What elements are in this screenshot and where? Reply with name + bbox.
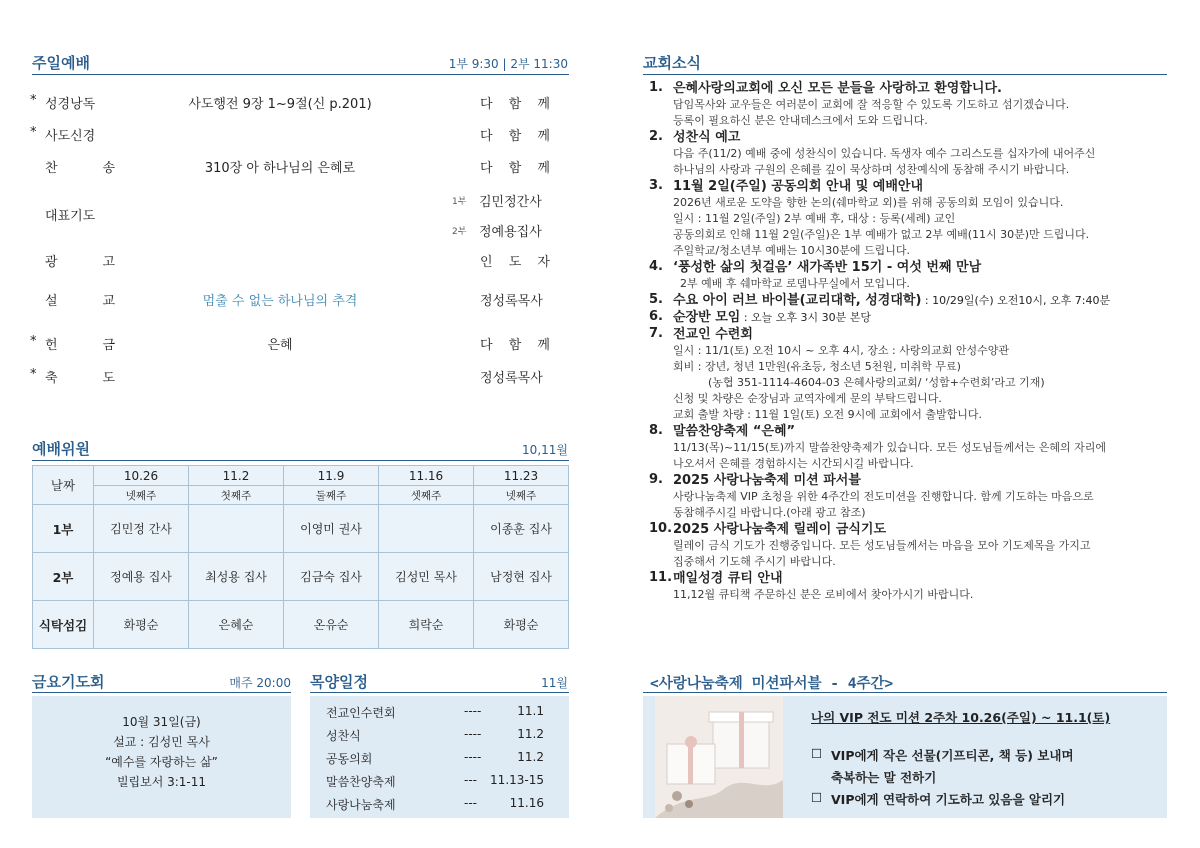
news-rule	[643, 74, 1167, 75]
news-item-title-line	[673, 423, 1163, 440]
pastoral-item	[326, 796, 556, 814]
committee-cell: 은혜순	[189, 601, 284, 649]
news-item-title: 전교인 수련회	[673, 327, 753, 342]
pastoral-item-name: 공동의회	[326, 752, 373, 766]
friday-preacher: 설교 : 김성민 목사	[113, 735, 210, 749]
news-item	[643, 472, 1163, 521]
news-item-line: 다음 주(11/2) 예배 중에 성찬식이 있습니다. 독생자 예수 그리스도를 십자가에 내어주신	[673, 147, 1096, 160]
prayer-name-2: 정예용집사	[479, 225, 542, 240]
news-item-line: 2026년 새로운 도약을 향한 논의(쉐마학교 외)를 위해 공동의회 모임이 있습니다.	[673, 196, 1064, 209]
news-item-line: 일시 : 11월 2일(주일) 2부 예배 후, 대상 : 등록(세례) 교인	[673, 212, 956, 225]
news-item-line: 동참해주시길 바랍니다.(아래 광고 참조)	[673, 506, 866, 519]
committee-cell: 이영미 권사	[284, 505, 379, 553]
news-item-title: 11월 2일(주일) 공동의회 안내 및 예배안내	[673, 179, 924, 194]
order-label: 광 고	[45, 255, 115, 270]
mission-check-text: 축복하는 말 전하기	[831, 770, 937, 785]
news-item-number: 6.	[649, 309, 663, 324]
committee-date-label: 날짜	[33, 466, 94, 505]
committee-cell: 온유순	[284, 601, 379, 649]
mission-check-item	[811, 746, 1151, 768]
committee-cell: 김금숙 집사	[284, 553, 379, 601]
news-item-line: 하나님의 사랑과 구원의 은혜를 깊이 묵상하며 성찬예식에 동참해 주시기 바랍니다.	[673, 163, 1070, 176]
worship-order-row	[30, 367, 570, 387]
order-content: 310장 아 하나님의 은혜로	[204, 161, 356, 176]
pastoral-item-dash: ---	[464, 796, 477, 810]
news-item-title: 수요 아이 러브 바이블(교리대학, 성경대학)	[673, 293, 922, 308]
worship-order-row	[30, 334, 570, 354]
pastoral-item-dash: ----	[464, 750, 482, 764]
order-label: 성경낭독	[45, 97, 96, 112]
news-item-line: 나오셔서 은혜를 경험하시는 시간되시길 바랍니다.	[673, 457, 914, 470]
worship-order-row	[30, 157, 570, 177]
order-label: 헌 금	[45, 338, 115, 353]
news-item-number: 9.	[649, 472, 663, 487]
pastoral-item-date: 11.13-15	[490, 773, 544, 787]
committee-week-row	[33, 486, 569, 505]
friday-details	[32, 712, 291, 792]
order-content: 멈출 수 없는 하나님의 추격	[202, 294, 358, 309]
worship-order-row	[30, 251, 570, 271]
news-item-line: 릴레이 금식 기도가 진행중입니다. 모든 성도님들께서는 마음을 모아 기도제목을 가지고	[673, 539, 1091, 552]
news-item-line: 신청 및 차량은 순장님과 교역자에게 문의 부탁드립니다.	[673, 392, 942, 405]
friday-title: 금요기도회	[32, 673, 105, 691]
mission-title: <사랑나눔축제 미션파서블 - 4주간>	[650, 676, 894, 692]
order-label: 설 교	[45, 294, 115, 309]
pastoral-title: 목양일정	[310, 673, 368, 691]
prayer-name-1: 김민정간사	[479, 195, 542, 210]
mission-check-item	[811, 790, 1151, 812]
pastoral-item	[326, 773, 556, 791]
news-title: 교회소식	[643, 54, 701, 72]
pastoral-item-date: 11.2	[517, 727, 544, 741]
friday-scripture: 빌립보서 3:1-11	[116, 775, 207, 789]
committee-cell: 화평순	[474, 601, 569, 649]
news-item-line: 11/13(목)~11/15(토)까지 말씀찬양축제가 있습니다. 모든 성도님들께서는 은혜의 자리에	[673, 441, 1107, 454]
news-item-title: 2025 사랑나눔축제 릴레이 금식기도	[673, 522, 887, 537]
pastoral-box	[310, 696, 569, 818]
checkbox-icon: ☐	[811, 790, 823, 805]
committee-row-label: 2부	[33, 553, 94, 601]
prayer-service-1: 1부	[452, 197, 467, 207]
pastoral-item	[326, 750, 556, 768]
gift-box-illustration	[655, 696, 783, 818]
committee-cell: 김성민 목사	[379, 553, 474, 601]
mission-check-text: VIP에게 연락하여 기도하고 있음을 알리기	[831, 792, 1066, 807]
news-item-number: 7.	[649, 326, 663, 341]
news-item-title-line	[673, 129, 1163, 146]
pastoral-item-name: 성찬식	[326, 729, 361, 743]
news-list	[643, 80, 1163, 603]
committee-row-2bu	[33, 553, 569, 601]
news-item	[643, 129, 1163, 178]
news-item-line: 집중해서 기도해 주시기 바랍니다.	[673, 555, 836, 568]
news-item-title-line	[673, 292, 1163, 309]
order-person: 정성록목사	[480, 294, 543, 309]
worship-time: 1부 9:30 | 2부 11:30	[448, 57, 568, 71]
order-content: 사도행전 9장 1~9절(신 p.201)	[188, 97, 372, 112]
committee-cell: 김민정 간사	[94, 505, 189, 553]
committee-row-table-service	[33, 601, 569, 649]
friday-time: 매주 20:00	[229, 676, 291, 690]
committee-row-label: 식탁섬김	[33, 601, 94, 649]
committee-cell: 남정현 집사	[474, 553, 569, 601]
news-item-number: 11.	[649, 570, 673, 585]
news-item	[643, 521, 1163, 570]
committee-title: 예배위원	[32, 440, 90, 458]
news-item-number: 2.	[649, 129, 663, 144]
committee-date: 11.16	[379, 466, 474, 486]
committee-week: 넷째주	[94, 486, 189, 505]
gift-photo	[655, 696, 783, 818]
mission-heading: 나의 VIP 전도 미션 2주차 10.26(주일) ~ 11.1(토)	[811, 710, 1111, 725]
news-item-line: 11,12월 큐티책 주문하신 분은 로비에서 찾아가시기 바랍니다.	[673, 588, 974, 601]
committee-date-row	[33, 466, 569, 486]
news-item-detail: : 10/29일(수) 오전10시, 오후 7:40분	[921, 294, 1111, 307]
order-person: 다 함 께	[480, 161, 550, 176]
pastoral-item-dash: ----	[464, 704, 482, 718]
worship-order-row	[30, 93, 570, 113]
committee-week: 셋째주	[379, 486, 474, 505]
news-item-number: 3.	[649, 178, 663, 193]
pastoral-item	[326, 727, 556, 745]
news-item-title-line	[673, 259, 1163, 276]
news-item-line: 등록이 필요하신 분은 안내데스크에서 도와 드립니다.	[673, 114, 928, 127]
order-label: 대표기도	[45, 209, 96, 224]
news-item	[643, 178, 1163, 259]
order-label: 축 도	[45, 371, 115, 386]
worship-order-row	[30, 125, 570, 145]
news-item-line: 교회 출발 차량 : 11월 1일(토) 오전 9시에 교회에서 출발합니다.	[673, 408, 983, 421]
news-item	[643, 423, 1163, 472]
news-item-title-line	[673, 570, 1163, 587]
friday-box	[32, 696, 291, 818]
pastoral-item-dash: ----	[464, 727, 482, 741]
friday-date: 10월 31일(금)	[122, 715, 201, 729]
prayer-assignments	[440, 191, 552, 241]
news-item-title: 2025 사랑나눔축제 미션 파서블	[673, 473, 861, 488]
news-item-title-line	[673, 326, 1163, 343]
order-person: 다 함 께	[480, 97, 550, 112]
committee-period: 10,11월	[522, 443, 568, 457]
news-item-title: 순장반 모임	[673, 310, 741, 325]
mission-box	[643, 696, 1167, 818]
pastoral-rule	[310, 692, 569, 693]
news-item-line: 주일학교/청소년부 예배는 10시30분에 드립니다.	[673, 244, 910, 257]
news-item-title-line	[673, 178, 1163, 195]
mission-rule	[643, 692, 1167, 693]
news-item-title-line	[673, 472, 1163, 489]
order-person: 다 함 께	[480, 338, 550, 353]
worship-title: 주일예배	[32, 54, 90, 72]
news-item-title: 매일성경 큐티 안내	[673, 571, 783, 586]
news-item-title: 성찬식 예고	[673, 130, 741, 145]
committee-cell: 정예용 집사	[94, 553, 189, 601]
news-item	[643, 80, 1163, 129]
order-mark: *	[30, 125, 37, 140]
checkbox-icon: ☐	[811, 746, 823, 761]
worship-rule	[32, 74, 569, 75]
news-item-line: 공동의회로 인해 11월 2일(주일)은 1부 예배가 없고 2부 예배(11시 30분)만 드립니다.	[673, 228, 1090, 241]
committee-cell	[189, 505, 284, 553]
committee-row-1bu	[33, 505, 569, 553]
committee-date: 10.26	[94, 466, 189, 486]
news-item-number: 10.	[649, 521, 673, 536]
news-item-line: 일시 : 11/1(토) 오전 10시 ~ 오후 4시, 장소 : 사랑의교회 안성수양관	[673, 344, 1010, 357]
friday-rule	[32, 692, 291, 693]
pastoral-item-name: 사랑나눔축제	[326, 798, 396, 812]
news-item-title-line	[673, 309, 1163, 326]
news-item-title: 은혜사랑의교회에 오신 모든 분들을 사랑하고 환영합니다.	[673, 81, 1002, 96]
news-item-number: 5.	[649, 292, 663, 307]
committee-cell: 희락순	[379, 601, 474, 649]
news-item	[643, 292, 1163, 309]
news-item-line: 사랑나눔축제 VIP 초청을 위한 4주간의 전도미션을 진행합니다. 함께 기도하는 마음으로	[673, 490, 1094, 503]
pastoral-item-date: 11.2	[517, 750, 544, 764]
order-person: 정성록목사	[480, 371, 543, 386]
pastoral-item-dash: ---	[464, 773, 477, 787]
committee-date: 11.23	[474, 466, 569, 486]
order-mark: *	[30, 367, 37, 382]
committee-table	[32, 465, 569, 649]
committee-cell: 화평순	[94, 601, 189, 649]
order-label: 찬 송	[45, 161, 115, 176]
news-item	[643, 326, 1163, 423]
news-item	[643, 570, 1163, 603]
news-item-title: ‘풍성한 삶의 첫걸음’ 새가족반 15기 - 여섯 번째 만남	[673, 260, 982, 275]
committee-cell	[379, 505, 474, 553]
news-item	[643, 309, 1163, 326]
committee-week: 둘째주	[284, 486, 379, 505]
order-person: 다 함 께	[480, 129, 550, 144]
committee-row-label: 1부	[33, 505, 94, 553]
committee-week: 첫째주	[189, 486, 284, 505]
order-mark: *	[30, 334, 37, 349]
pastoral-item-date: 11.1	[517, 704, 544, 718]
news-item-line: 2부 예배 후 쉐마학교 로뎀나무실에서 모입니다.	[673, 277, 910, 290]
mission-check-text: VIP에게 작은 선물(기프티콘, 책 등) 보내며	[831, 748, 1074, 763]
news-item	[643, 259, 1163, 292]
news-item-detail: : 오늘 오후 3시 30분 본당	[740, 311, 872, 324]
news-item-title-line	[673, 521, 1163, 538]
news-item-number: 4.	[649, 259, 663, 274]
committee-rule	[32, 460, 569, 461]
committee-week: 넷째주	[474, 486, 569, 505]
order-label: 사도신경	[45, 129, 96, 144]
news-item-line: 회비 : 장년, 청년 1만원(유초등, 청소년 5천원, 미취학 무료)	[673, 360, 961, 373]
news-item-line: 담임목사와 교우들은 여러분이 교회에 잘 적응할 수 있도록 기도하고 섬기겠습니다.	[673, 98, 1070, 111]
news-item-title: 말씀찬양축제 “은혜”	[673, 424, 796, 439]
committee-date: 11.9	[284, 466, 379, 486]
order-person: 인 도 자	[480, 255, 550, 270]
pastoral-item-date: 11.16	[509, 796, 544, 810]
pastoral-month: 11월	[541, 676, 568, 690]
order-mark: *	[30, 93, 37, 108]
worship-order-row	[30, 290, 570, 310]
news-item-number: 1.	[649, 80, 663, 95]
news-item-title-line	[673, 80, 1163, 97]
mission-check-item	[811, 768, 1151, 790]
prayer-service-2: 2부	[452, 227, 467, 237]
news-item-number: 8.	[649, 423, 663, 438]
committee-date: 11.2	[189, 466, 284, 486]
order-content: 은혜	[267, 338, 293, 353]
friday-sermon-title: “예수를 자랑하는 삶”	[105, 755, 218, 769]
mission-checklist	[811, 746, 1151, 812]
pastoral-item-name: 전교인수련회	[326, 706, 396, 720]
news-item-line: (농협 351-1114-4604-03 은혜사랑의교회/ ‘성함+수련회’라고 기재)	[673, 376, 1045, 389]
committee-cell: 이종훈 집사	[474, 505, 569, 553]
pastoral-item-name: 말씀찬양축제	[326, 775, 396, 789]
committee-cell: 최성용 집사	[189, 553, 284, 601]
pastoral-item	[326, 704, 556, 722]
